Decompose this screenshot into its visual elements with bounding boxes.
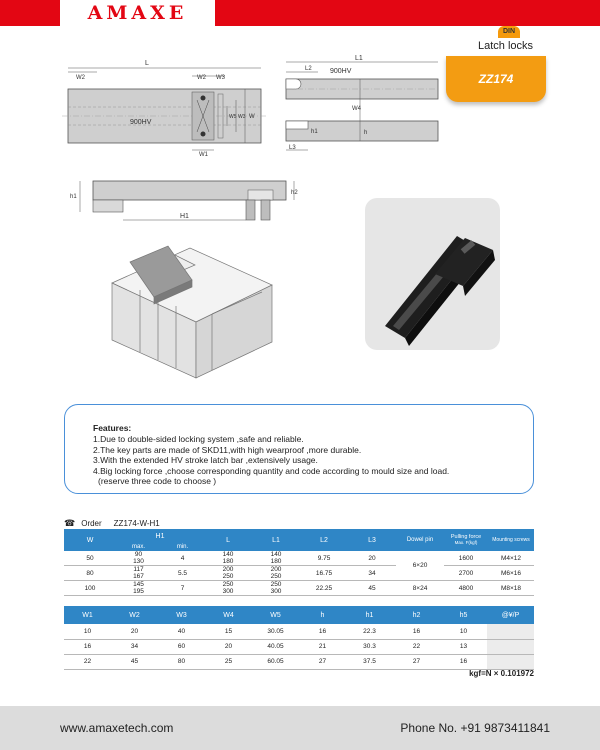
cell: 20 xyxy=(111,624,158,639)
dim-h1: h1 xyxy=(311,129,318,135)
col-h5: h5 xyxy=(440,606,487,624)
din-badge: DIN xyxy=(498,26,520,38)
footer xyxy=(0,706,600,750)
col-pulling-force xyxy=(444,529,488,551)
category-title: Latch locks xyxy=(478,40,534,52)
cell-price xyxy=(487,624,534,639)
cell-L: 140 xyxy=(222,551,234,558)
cell: 22 xyxy=(393,639,440,654)
cell: 16 xyxy=(440,654,487,669)
cell: 21 xyxy=(299,639,346,654)
cell-force: 2700 xyxy=(444,566,488,581)
feature-line-2: 2.The key parts are made of SKD11,with high wearproof ,more durable. xyxy=(93,444,362,455)
feature-line-5: (reserve three code to choose ) xyxy=(98,476,217,486)
cell-L1: 140 xyxy=(270,551,282,558)
latch-lock-photo xyxy=(365,198,500,350)
feature-line-1: 1.Due to double-sided locking system ,safe and reliable. xyxy=(93,434,304,444)
col-W2: W2 xyxy=(111,606,158,624)
cell-L1: 200 xyxy=(270,566,282,573)
cell-W: 50 xyxy=(64,551,116,566)
dim-W3: W3 xyxy=(216,75,225,81)
order-code: ZZ174-W-H1 xyxy=(113,519,160,528)
cell-L: 250 xyxy=(204,573,252,581)
col-H1-min: min. xyxy=(161,543,204,551)
cell-L2: 22.25 xyxy=(300,581,348,596)
cell-screws: M8×18 xyxy=(488,581,534,596)
unit-conversion: kgf=N × 0.101972 xyxy=(469,669,534,678)
col-W4: W4 xyxy=(205,606,252,624)
cell: 20 xyxy=(205,639,252,654)
dim-W4: W4 xyxy=(352,106,361,112)
col-W3: W3 xyxy=(158,606,205,624)
cell-L2: 16.75 xyxy=(300,566,348,581)
cell-L: 300 xyxy=(204,588,252,596)
cell: 40.05 xyxy=(252,639,299,654)
col-L3: L3 xyxy=(348,529,396,551)
cell-H1max: 90 xyxy=(134,551,143,558)
dim-L: L xyxy=(145,60,149,67)
cell-L: 180 xyxy=(204,558,252,566)
col-W1: W1 xyxy=(64,606,111,624)
cell-screws: M4×12 xyxy=(488,551,534,566)
hardness-label: 900HV xyxy=(130,119,152,126)
col-W5: W5 xyxy=(252,606,299,624)
feature-line-4: 4.Big locking force ,choose corresponding quantity and code according to mould size and load. xyxy=(93,465,450,476)
cell-H1min: 4 xyxy=(161,551,204,566)
top-view-drawing xyxy=(62,60,266,158)
cell-screws: M6×16 xyxy=(488,566,534,581)
cell-W: 100 xyxy=(64,581,116,596)
cell: 27 xyxy=(393,654,440,669)
dim-W2-right: W2 xyxy=(197,75,206,81)
cell-price xyxy=(487,639,534,654)
cell-H1max: 145 xyxy=(133,581,144,588)
table-row xyxy=(64,639,534,654)
cell: 15 xyxy=(205,624,252,639)
col-h: h xyxy=(299,606,346,624)
features-box xyxy=(64,404,534,494)
col-L: L xyxy=(204,529,252,551)
cell: 16 xyxy=(299,624,346,639)
cell: 22 xyxy=(64,654,111,669)
col-h1: h1 xyxy=(346,606,393,624)
cell-L3: 34 xyxy=(348,566,396,581)
cell-force: 4800 xyxy=(444,581,488,596)
features-title: Features: xyxy=(93,423,132,433)
cell-dowel-pin: 8×24 xyxy=(396,581,444,596)
mould-assembly-drawing xyxy=(112,246,272,378)
cell-H1max: 117 xyxy=(133,566,144,573)
col-dowel-pin: Dowel pin xyxy=(396,529,444,551)
cell: 16 xyxy=(64,639,111,654)
dim-W: W xyxy=(249,114,255,120)
latch-bar-drawing xyxy=(286,55,438,151)
cell: 30.05 xyxy=(252,624,299,639)
cell: 16 xyxy=(393,624,440,639)
cell: 10 xyxy=(64,624,111,639)
feature-line-3: 3.With the extended HV stroke latch bar ,extensively usage. xyxy=(93,455,318,465)
dim-W5: W5 xyxy=(229,114,237,120)
col-L1: L1 xyxy=(252,529,300,551)
cell-L2: 9.75 xyxy=(300,551,348,566)
dim-h: h xyxy=(364,130,368,136)
table-row xyxy=(64,654,534,669)
cell: 37.5 xyxy=(346,654,393,669)
pulling-force-label: Pulling force xyxy=(450,534,482,540)
table-row xyxy=(64,624,534,639)
order-row xyxy=(64,518,160,529)
cell-L: 200 xyxy=(222,566,234,573)
technical-drawings xyxy=(0,50,600,410)
table-row xyxy=(64,566,534,574)
dim-L1: L1 xyxy=(355,55,363,62)
cell: 60 xyxy=(158,639,205,654)
brand-logo xyxy=(60,0,215,26)
cell-H1min: 7 xyxy=(161,581,204,596)
spec-table-main xyxy=(64,529,534,596)
cell: 27 xyxy=(299,654,346,669)
cell-dowel-pin: 6×20 xyxy=(396,551,444,581)
cell: 40 xyxy=(158,624,205,639)
cell: 22.3 xyxy=(346,624,393,639)
col-price: @¥/P xyxy=(487,606,534,624)
cell-L3: 20 xyxy=(348,551,396,566)
dim-L3: L3 xyxy=(289,145,296,151)
cell-L1: 250 xyxy=(270,581,282,588)
pulling-force-unit: Max. F(kgf) xyxy=(454,540,478,545)
cell-price xyxy=(487,654,534,669)
table-row xyxy=(64,551,534,558)
latch-hardness-label: 900HV xyxy=(330,68,352,75)
cell: 80 xyxy=(158,654,205,669)
cell-L3: 45 xyxy=(348,581,396,596)
col-L2: L2 xyxy=(300,529,348,551)
dim-L2: L2 xyxy=(305,66,312,72)
side-view-drawing xyxy=(70,181,298,220)
dim-W1: W1 xyxy=(199,152,208,158)
cell-H1max: 130 xyxy=(116,558,161,566)
dim-W2-left: W2 xyxy=(76,75,85,81)
cell: 45 xyxy=(111,654,158,669)
telephone-icon: ☎ xyxy=(64,518,76,528)
brand-logo-text: AMAXE xyxy=(87,2,188,24)
cell-force: 1600 xyxy=(444,551,488,566)
order-label: Order xyxy=(81,519,102,528)
spec-table-dimensions xyxy=(64,606,534,670)
cell-L1: 300 xyxy=(252,588,300,596)
col-H1-max: max. xyxy=(116,543,161,551)
dim-H1: H1 xyxy=(180,213,189,220)
dim-h2: h2 xyxy=(291,190,298,196)
cell-H1max: 195 xyxy=(116,588,161,596)
product-photo xyxy=(365,198,500,350)
cell: 25 xyxy=(205,654,252,669)
cell-H1max: 167 xyxy=(116,573,161,581)
cell-L1: 180 xyxy=(252,558,300,566)
col-W: W xyxy=(64,529,116,551)
cell: 13 xyxy=(440,639,487,654)
col-h2: h2 xyxy=(393,606,440,624)
cell-L1: 250 xyxy=(252,573,300,581)
dim-W3-side: W3 xyxy=(238,114,246,120)
cell: 30.3 xyxy=(346,639,393,654)
cell: 10 xyxy=(440,624,487,639)
cell: 34 xyxy=(111,639,158,654)
col-mounting-screws: Mounting screws xyxy=(488,529,534,551)
table-row xyxy=(64,581,534,589)
cell-L: 250 xyxy=(222,581,234,588)
cell: 60.05 xyxy=(252,654,299,669)
col-H1: H1 xyxy=(116,529,204,543)
dim-h1-side: h1 xyxy=(70,194,77,200)
website-link[interactable]: www.amaxetech.com xyxy=(60,721,174,735)
product-code: ZZ174 xyxy=(478,72,514,86)
phone-number: Phone No. +91 9873411841 xyxy=(400,721,550,735)
cell-H1min: 5.5 xyxy=(161,566,204,581)
cell-W: 80 xyxy=(64,566,116,581)
